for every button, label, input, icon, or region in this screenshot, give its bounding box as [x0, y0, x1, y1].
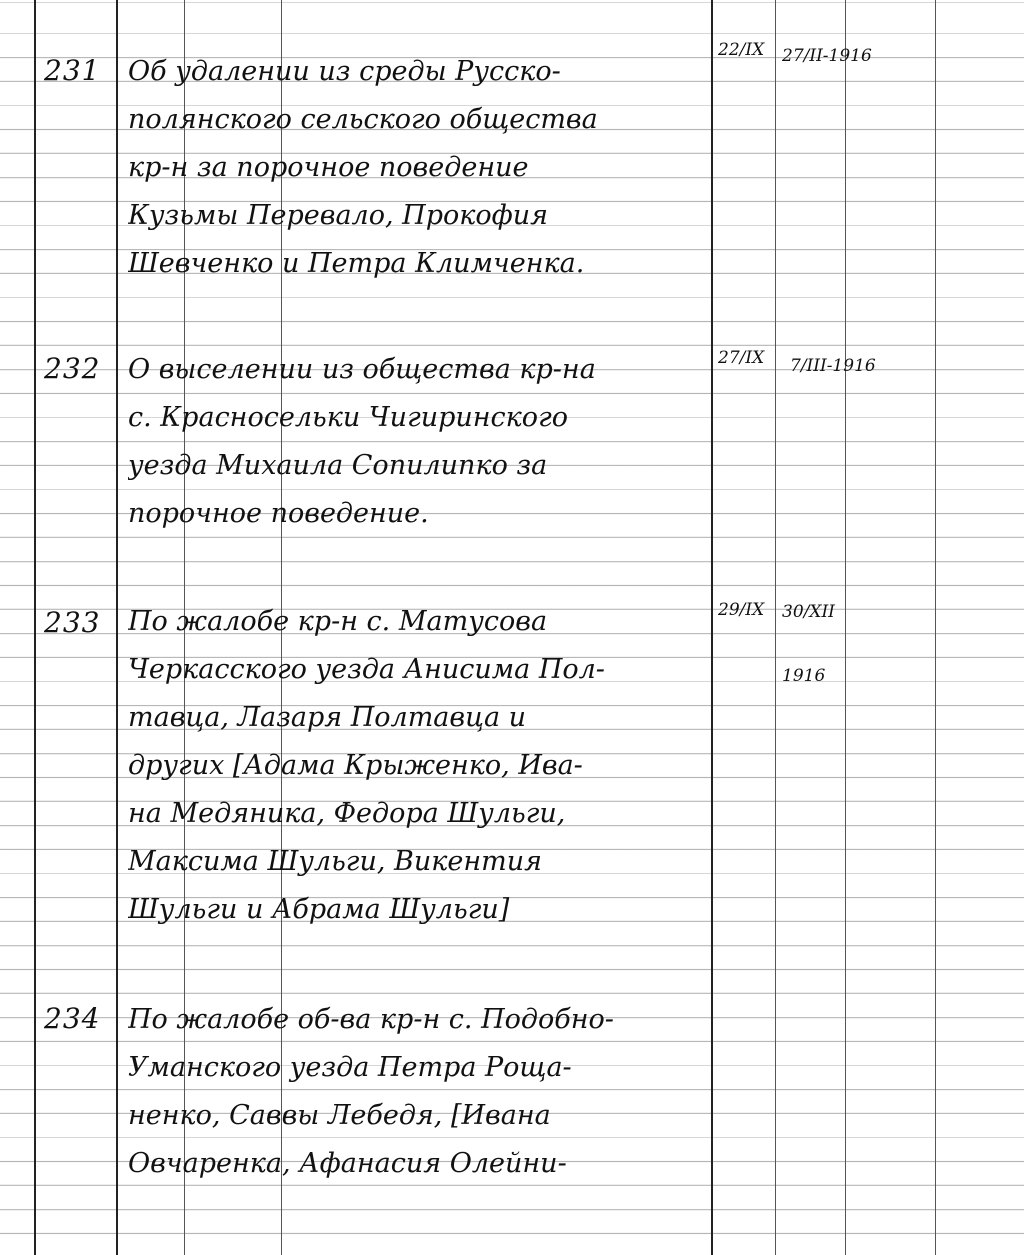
entry-line: порочное поведение. [128, 498, 429, 529]
entry-number: 231 [44, 54, 101, 87]
entry-line: Об удалении из среды Русско- [128, 56, 561, 87]
entry-line: Черкасского уезда Анисима Пол- [128, 654, 605, 685]
date-resolved-year: 1916 [782, 666, 826, 686]
entry-line: По жалобе об-ва кр-н с. Подобно- [128, 1004, 614, 1035]
date-received: 29/IX [718, 600, 765, 620]
entry-line: ненко, Саввы Лебедя, [Ивана [128, 1100, 551, 1131]
entry-line: Уманского уезда Петра Роща- [128, 1052, 572, 1083]
entry-line: тавца, Лазаря Полтавца и [128, 702, 527, 733]
entry-text [128, 48, 718, 288]
entry-line: уезда Михаила Сопилипко за [128, 450, 548, 481]
entry-line: По жалобе кр-н с. Матусова [128, 606, 548, 637]
entry-text [128, 346, 718, 538]
entry-number: 232 [44, 352, 101, 385]
date-resolved: 27/II-1916 [782, 46, 872, 66]
entry-line: других [Адама Крыженко, Ива- [128, 750, 583, 781]
date-received: 22/IX [718, 40, 765, 60]
entry-text [128, 996, 718, 1188]
entry-line: Шевченко и Петра Климченка. [128, 248, 585, 279]
date-resolved: 7/III-1916 [790, 356, 876, 376]
entry-line: Шульги и Абрама Шульги] [128, 894, 510, 925]
right-column-rule [935, 0, 936, 1255]
entry-line: О выселении из общества кр-на [128, 354, 596, 385]
entry-line: Максима Шульги, Викентия [128, 846, 542, 877]
entry-line: полянского сельского общества [128, 104, 598, 135]
date-resolved: 30/XII [782, 602, 835, 622]
date-received: 27/IX [718, 348, 765, 368]
entry-line: кр-н за порочное поведение [128, 152, 529, 183]
left-margin-rule [34, 0, 36, 1255]
entry-line: Овчаренка, Афанасия Олейни- [128, 1148, 567, 1179]
date-column-rule [845, 0, 846, 1255]
entry-line: Кузьмы Перевало, Прокофия [128, 200, 549, 231]
entry-number: 234 [44, 1002, 101, 1035]
entry-text [128, 598, 718, 934]
entry-number: 233 [44, 606, 101, 639]
entry-line: на Медяника, Федора Шульги, [128, 798, 566, 829]
date-column-rule [775, 0, 776, 1255]
entry-line: с. Красносельки Чигиринского [128, 402, 568, 433]
